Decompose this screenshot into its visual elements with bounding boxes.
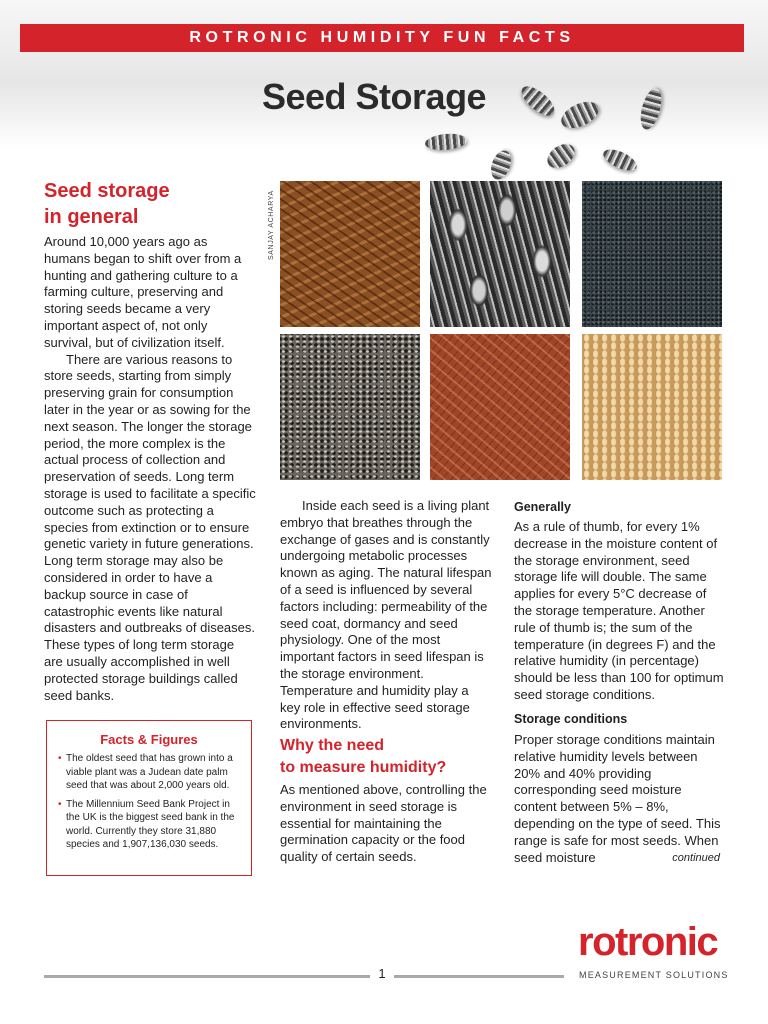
sunflower-seeds-photo [430,181,570,327]
section-title-line: Why the need [280,737,385,754]
footer-rule [394,975,564,978]
section-title-line: in general [44,206,139,228]
facts-title: Facts & Figures [100,732,198,747]
page-title: Seed Storage [262,76,487,117]
sunflower-seed-image [487,148,514,182]
paragraph: As mentioned above, controlling the environment in seed storage is essential for maintaining the germination capacity or the food quality of certain seeds. [280,782,487,865]
paragraph: Proper storage conditions maintain relative humidity levels between 20% and 40% providing corresponding seed moisture content between 5% – 8%, depending on the type of seed. This range is safe for most seeds. When seed moisture [514,732,721,865]
sesame-seeds-photo [582,334,722,480]
section-title-seed-storage [44,178,264,230]
photo-credit: SANJAY ACHARYA [268,190,275,260]
paragraph: Around 10,000 years ago as humans began to shift over from a hunting and gathering culture to a farming culture, preserving and storing seeds became a very important aspect of, not only survival, but of civilization itself. [44,234,242,350]
subheading-storage-conditions: Storage conditions [514,712,628,726]
subheading-generally: Generally [514,500,571,514]
bullet-icon: • [58,798,62,810]
page-number: 1 [378,966,386,981]
fact-text: The Millennium Seed Bank Project in the UK is the biggest seed bank in the world. Currently they store 31,880 species and 1,907,136,030 seeds. [66,798,235,850]
list-item [58,752,246,793]
chia-seeds-photo [280,334,420,480]
footer-rule [44,975,370,978]
section-title-line: Seed storage [44,180,170,202]
banner-text: ROTRONIC HUMIDITY FUN FACTS [189,29,575,46]
header-background [0,0,768,150]
facts-list [58,752,246,857]
section-body [44,234,256,704]
section-title-line: to measure humidity? [280,759,447,776]
logo-tagline: MEASUREMENT SOLUTIONS [579,970,729,980]
poppy-seeds-photo [582,181,722,327]
caraway-seeds-photo [280,181,420,327]
section-title-measure-humidity [280,735,490,779]
paragraph: Inside each seed is a living plant embryo that breathes through the exchange of gases and is constantly undergoing metabolic processes known as aging. The natural lifespan of a seed is influenced by several factors including: permeability of the seed coat, dormancy and seed physiology. One of the most important factors in seed lifespan is the storage environment. Temperature and humidity play a key role in effective seed storage environments. [280,498,492,732]
bullet-icon: • [58,753,62,764]
rotronic-logo: rotronic [578,920,718,964]
paragraph: As a rule of thumb, for every 1% decrease in the moisture content of the storage environment, seed storage life will double. The same applies for every 5°C decrease of the storage temperature. Another rule of thumb is; the sum of the temperature (in degrees F) and the relative humidity (in percentage) should be less than 100 for optimum seed storage conditions. [514,519,724,702]
flax-seeds-photo [430,334,570,480]
fact-text: The oldest seed that has grown into a viable plant was a Judean date palm seed that was about 2,000 years old. [66,753,233,791]
list-item [58,798,246,852]
paragraph: There are various reasons to store seeds, starting from simply preserving grain for consumption later in the year or as sowing for the next season. The longer the storage period, the more complex is the actual process of collection and preservation of seeds. Long term storage is used to facilitate a specific outcome such as protecting a species from extinction or to ensure genetic variety in future generations. Long term storage may also be considered in order to have a backup source in case of catastrophic events like natural disasters and outbreaks of diseases. These types of long term storage are usually accomplished in well protected storage buildings called seed banks. [44,351,256,703]
continued-label: continued [672,852,720,864]
middle-body [280,498,492,733]
